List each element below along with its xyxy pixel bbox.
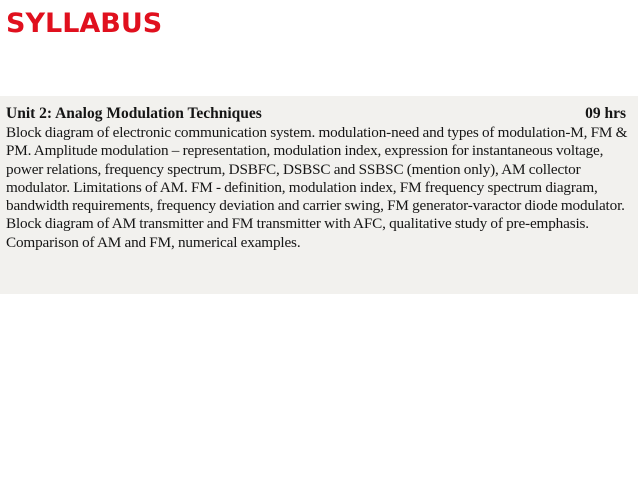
unit-description bbox=[6, 124, 632, 252]
unit-header bbox=[6, 105, 630, 123]
slide-title: SYLLABUS bbox=[6, 8, 163, 39]
description-line: PM. Amplitude modulation – representation, modulation index, expression for instantaneous voltage, bbox=[6, 142, 604, 160]
description-line: Block diagram of electronic communication system. modulation-need and types of modulation-M, FM & bbox=[6, 124, 628, 141]
description-line: power relations, frequency spectrum, DSBFC, DSBSC and SSBSC (mention only), AM collector bbox=[6, 160, 581, 178]
syllabus-scan-image bbox=[0, 96, 638, 294]
description-line: Block diagram of AM transmitter and FM transmitter with AFC, qualitative study of pre-emphasis. bbox=[6, 215, 589, 233]
description-line: bandwidth requirements, frequency deviation and carrier swing, FM generator-varactor diode modulator. bbox=[6, 197, 625, 215]
description-line: modulator. Limitations of AM. FM - definition, modulation index, FM frequency spectrum diagram, bbox=[6, 178, 598, 196]
unit-hours: 09 hrs bbox=[585, 105, 626, 122]
unit-heading: Unit 2: Analog Modulation Techniques bbox=[6, 105, 262, 122]
description-line: Comparison of AM and FM, numerical examples. bbox=[6, 233, 301, 251]
